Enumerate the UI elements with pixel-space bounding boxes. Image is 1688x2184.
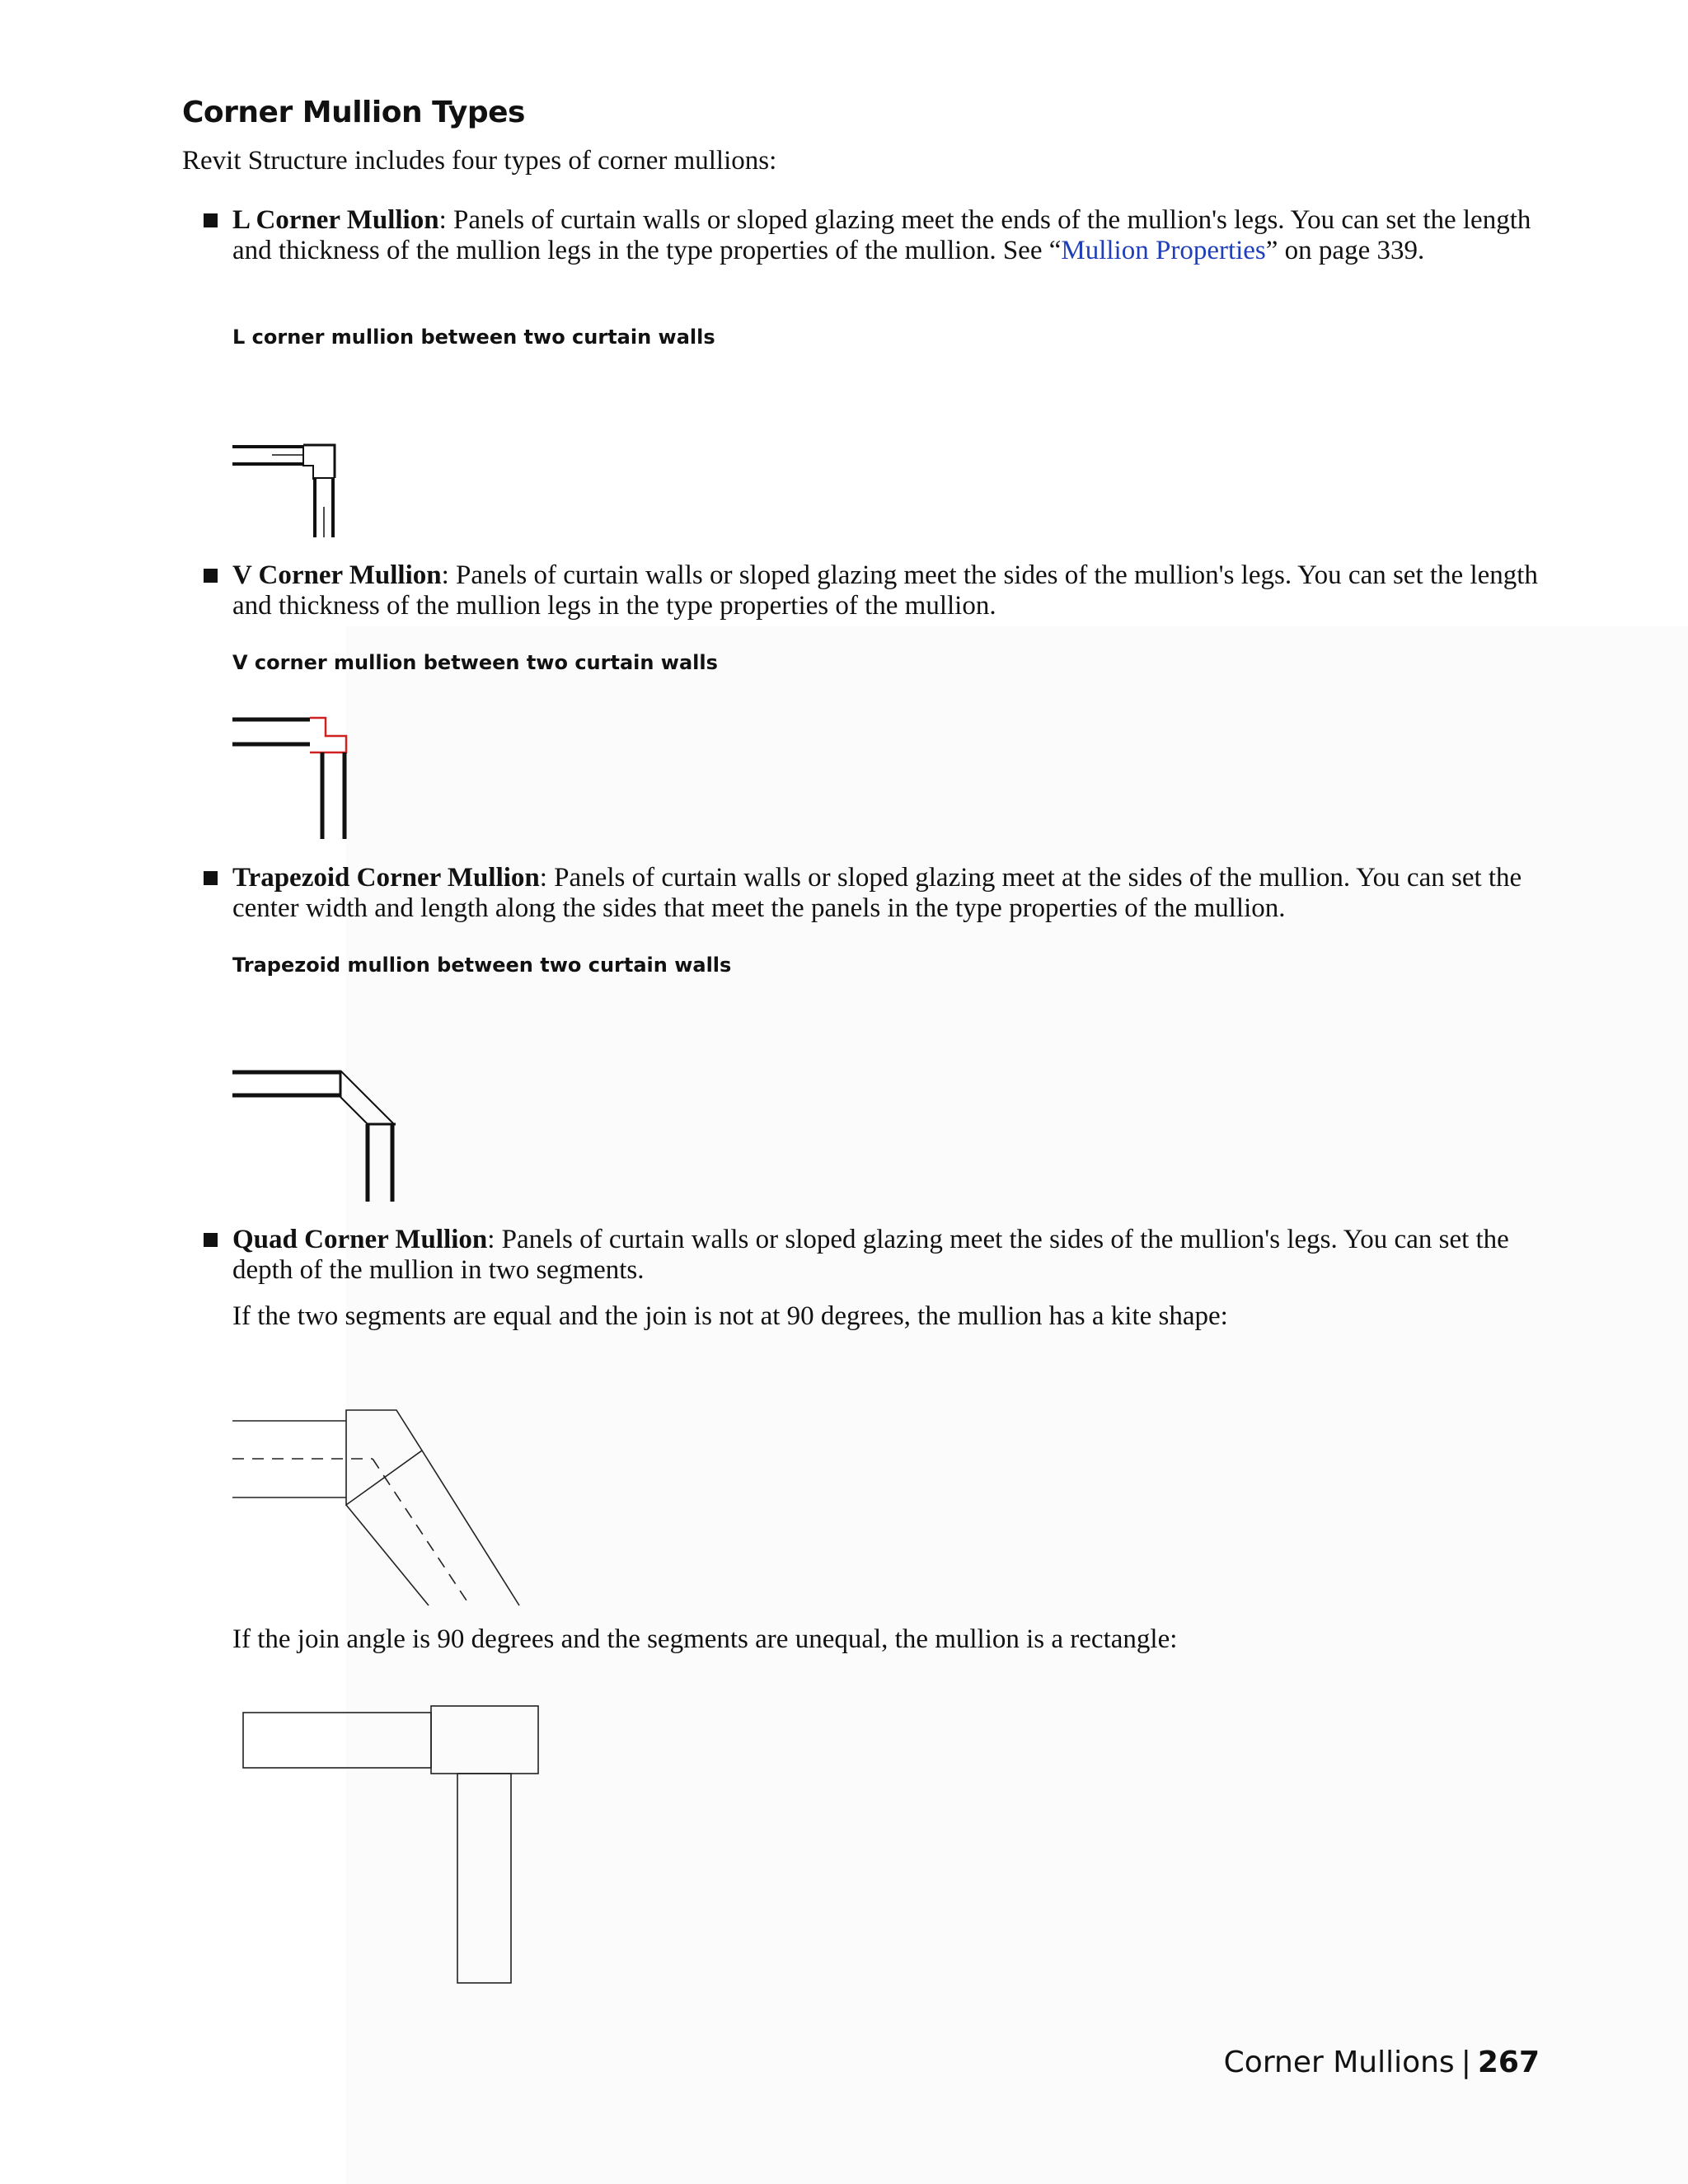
v-corner-mullion-diagram [232, 718, 346, 839]
bullet-text-part: ” on page 339. [1265, 236, 1425, 265]
kite-shape-paragraph: If the two segments are equal and the join is not at 90 degrees, the mullion has a kite shape: [232, 1301, 1228, 1331]
figure-caption-v: V corner mullion between two curtain walls [232, 651, 718, 674]
term-l-corner-mullion: L Corner Mullion [232, 205, 439, 235]
term-quad-corner-mullion: Quad Corner Mullion [232, 1225, 488, 1254]
figure-caption-l: L corner mullion between two curtain walls [232, 326, 715, 349]
rectangle-shape-paragraph: If the join angle is 90 degrees and the segments are unequal, the mullion is a rectangle: [232, 1624, 1178, 1654]
section-title: Corner Mullion Types [182, 96, 525, 129]
page-number: 267 [1477, 2046, 1540, 2079]
footer-title: Corner Mullions [1223, 2046, 1455, 2079]
l-corner-mullion-diagram [232, 445, 335, 537]
term-v-corner-mullion: V Corner Mullion [232, 560, 442, 590]
kite-mullion-diagram [232, 1410, 519, 1605]
bullet-text-part: : Panels of curtain walls or sloped glazing meet the ends of the mullion's legs. You can set the length and thickness of the mullion legs in the type properties of the mullion. See “ [232, 205, 1531, 265]
figure-caption-trapezoid: Trapezoid mullion between two curtain walls [232, 954, 732, 977]
mullion-properties-link[interactable]: Mullion Properties [1061, 236, 1266, 265]
page-footer [1224, 2046, 1540, 2079]
rectangle-mullion-diagram [243, 1706, 538, 1983]
bullet-text-part: : Panels of curtain walls or sloped glazing meet the sides of the mullion's legs. You can set the depth of the mullion in two segments. [232, 1225, 1509, 1285]
bullet-text-part: : Panels of curtain walls or sloped glazing meet the sides of the mullion's legs. You can set the length and thickness of the mullion legs in the type properties of the mullion. [232, 560, 1538, 621]
intro-paragraph: Revit Structure includes four types of corner mullions: [182, 146, 777, 176]
bullet-text-part: : Panels of curtain walls or sloped glazing meet at the sides of the mullion. You can set the center width and length along the sides that meet the panels in the type properties of the mullion. [232, 863, 1522, 923]
footer-separator: | [1461, 2046, 1471, 2079]
trapezoid-mullion-diagram [232, 1071, 396, 1202]
term-trapezoid-corner-mullion: Trapezoid Corner Mullion [232, 863, 540, 893]
